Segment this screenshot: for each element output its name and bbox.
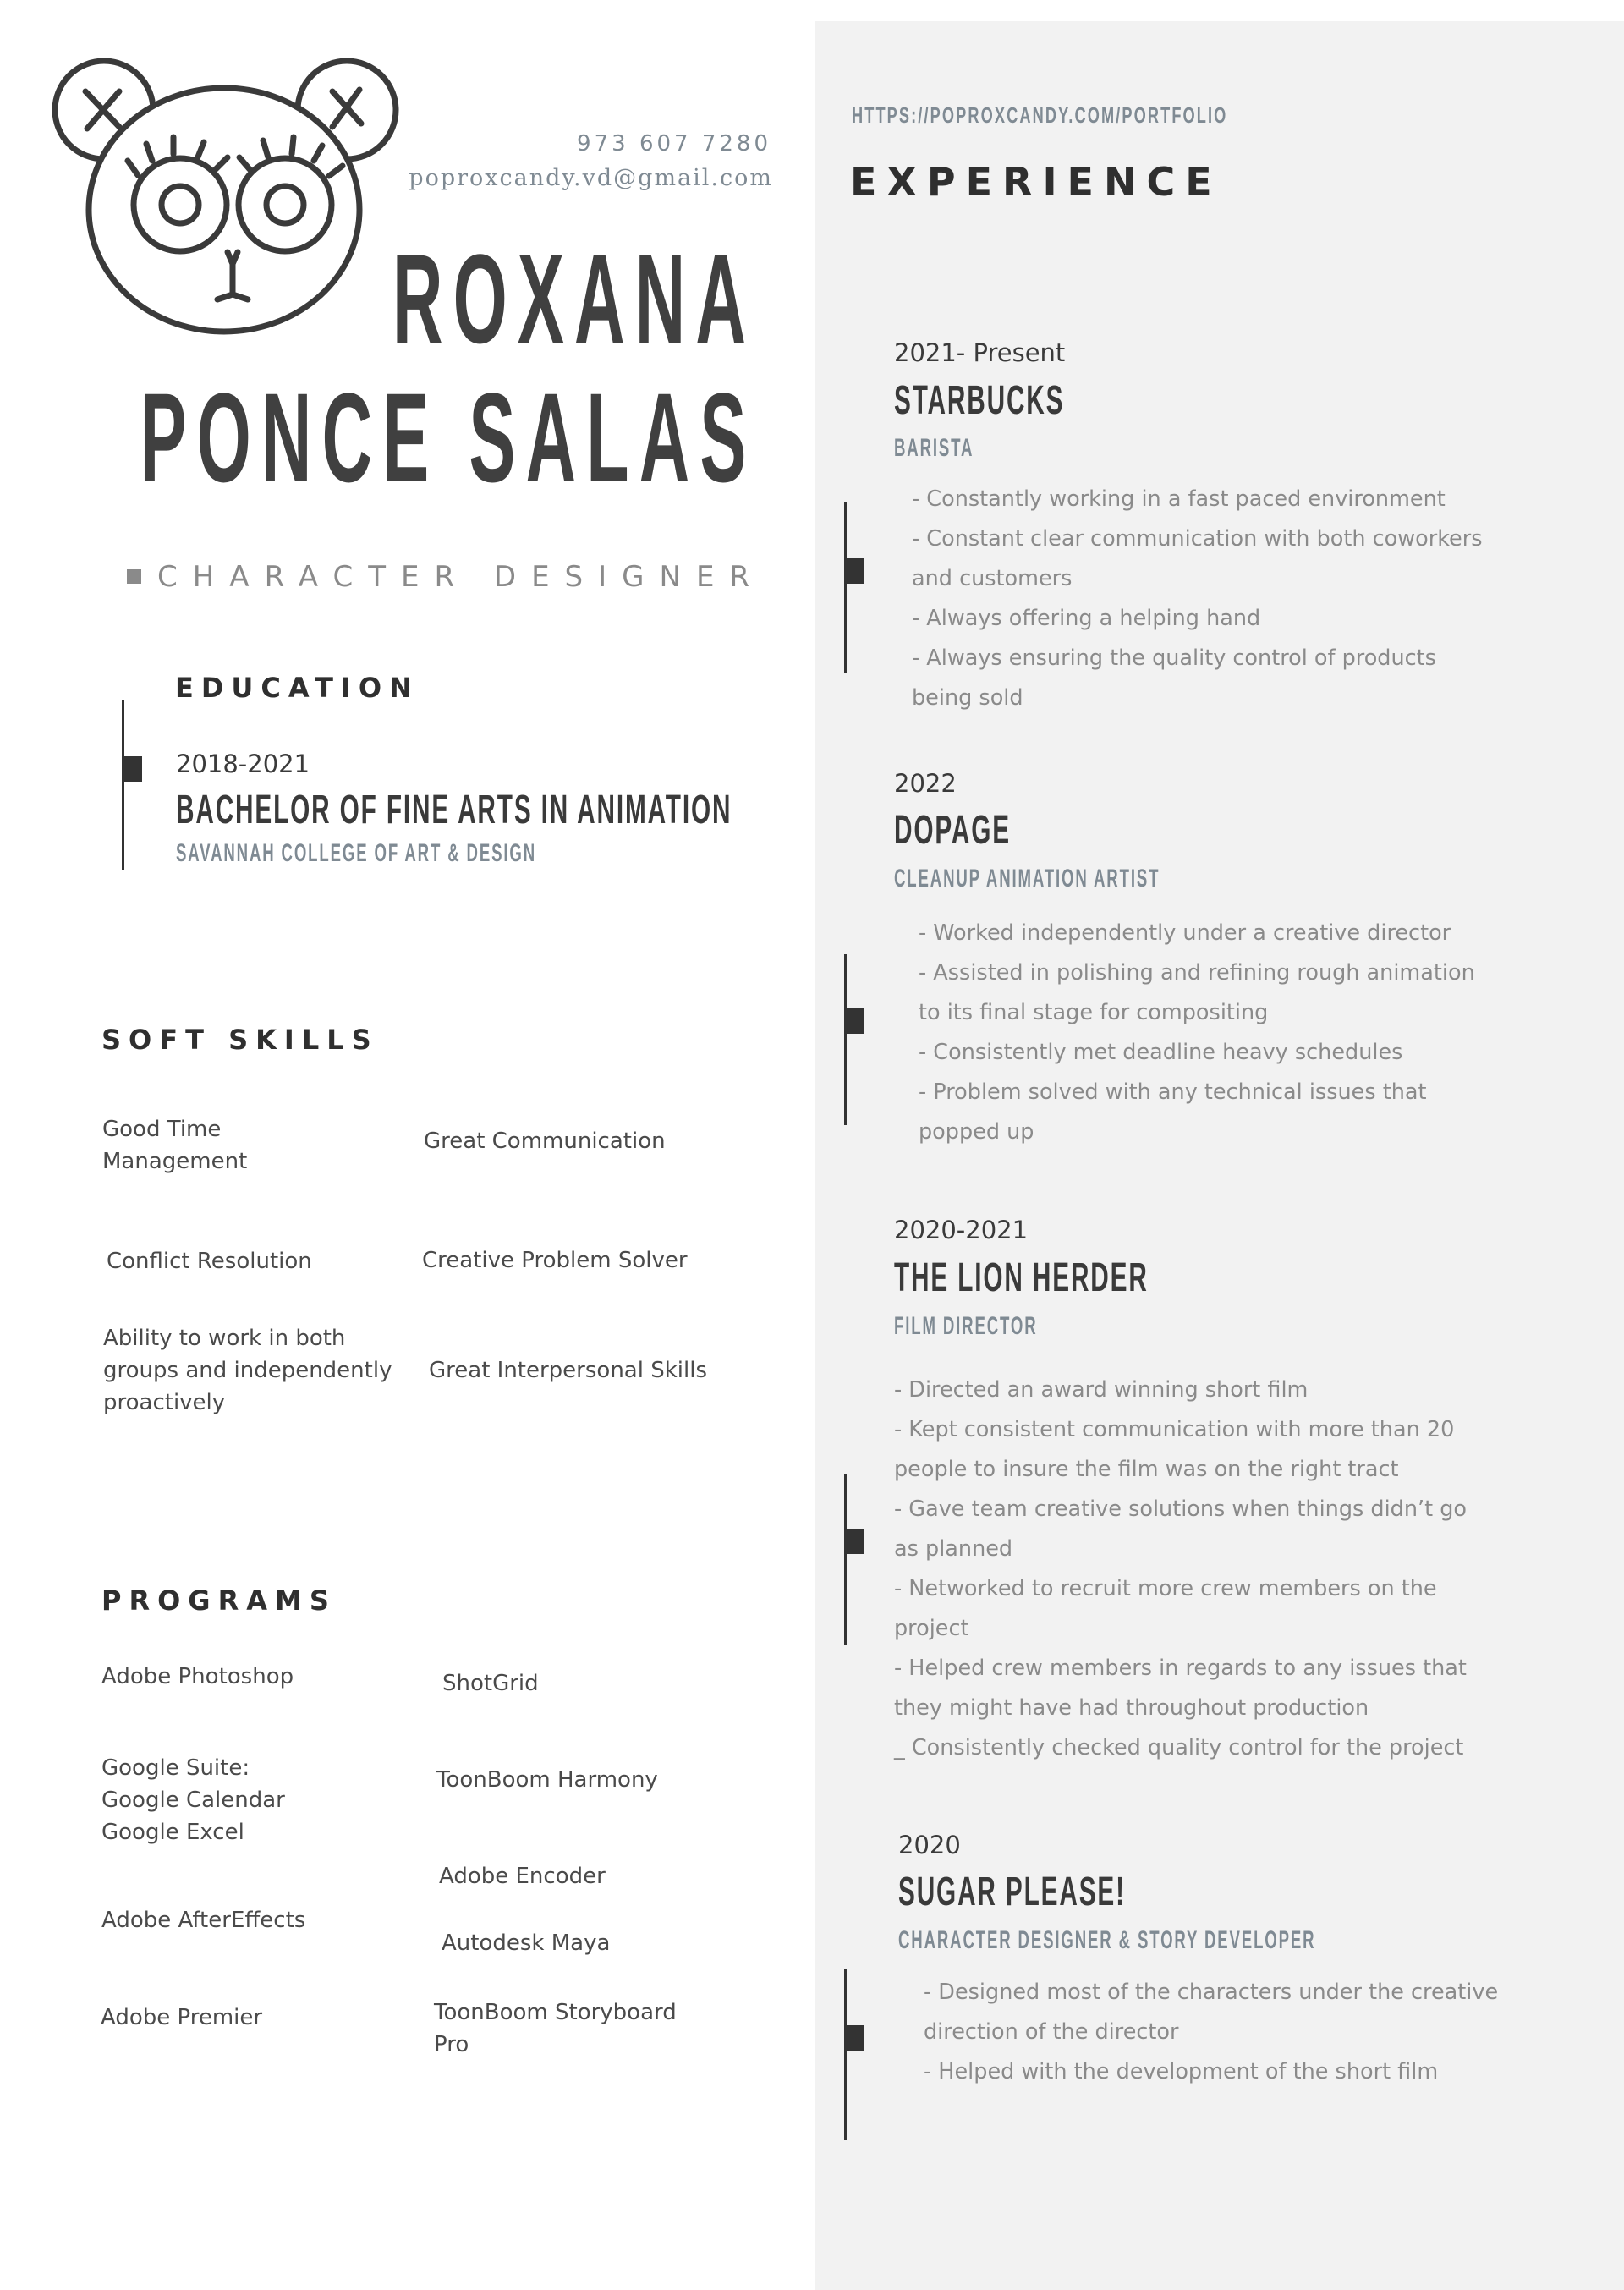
name-line-first: ROXANA xyxy=(392,228,756,370)
job-years: 2020 xyxy=(898,1831,961,1859)
job-years: 2022 xyxy=(894,769,957,798)
job-years: 2021- Present xyxy=(894,338,1066,367)
job-description-line: - Always offering a helping hand xyxy=(912,606,1261,631)
experience-heading: EXPERIENCE xyxy=(850,159,1222,205)
job-company: STARBUCKS xyxy=(894,378,1065,423)
job-timeline-marker xyxy=(846,1529,864,1554)
soft-skill-item: Great Communication xyxy=(424,1129,666,1154)
job-timeline-line xyxy=(844,1969,847,2140)
soft-skill-item: Great Interpersonal Skills xyxy=(429,1358,707,1383)
title-bullet xyxy=(127,569,141,584)
job-timeline-line xyxy=(844,1474,847,1645)
job-description-line: - Gave team creative solutions when things didn’t go xyxy=(894,1496,1468,1522)
job-description-line: - Worked independently under a creative director xyxy=(919,920,1451,946)
job-description xyxy=(924,1973,1498,2092)
job-description xyxy=(912,480,1483,718)
job-description-line: - Helped crew members in regards to any issues that xyxy=(894,1656,1467,1681)
job-role: BARISTA xyxy=(894,434,974,462)
job-role: FILM DIRECTOR xyxy=(894,1312,1038,1340)
email-address[interactable]: poproxcandy.vd@gmail.com xyxy=(409,165,773,191)
job-description xyxy=(894,1370,1467,1768)
job-description-line: - Assisted in polishing and refining rough animation xyxy=(919,960,1475,986)
phone-number[interactable]: 973 607 7280 xyxy=(577,131,771,157)
program-item: Adobe Photoshop xyxy=(102,1664,294,1689)
job-timeline-marker xyxy=(846,1008,864,1034)
job-description-line: - Problem solved with any technical issues that xyxy=(919,1079,1427,1105)
soft-skill-item: Conflict Resolution xyxy=(107,1249,312,1274)
job-years: 2020-2021 xyxy=(894,1216,1029,1244)
job-description-line: and customers xyxy=(912,566,1073,591)
job-description xyxy=(919,914,1475,1152)
program-item: Adobe AfterEffects xyxy=(102,1908,306,1933)
portfolio-url[interactable]: HTTPS://POPROXCANDY.COM/PORTFOLIO xyxy=(852,102,1228,128)
job-description-line: - Networked to recruit more crew members on the xyxy=(894,1576,1437,1601)
job-description-line: being sold xyxy=(912,685,1023,711)
job-timeline-marker xyxy=(846,558,864,584)
job-timeline-line xyxy=(844,502,847,673)
soft-skill-item: Creative Problem Solver xyxy=(422,1248,688,1273)
job-description-line: - Constantly working in a fast paced environment xyxy=(912,486,1446,512)
program-item: ToonBoom Storyboard Pro xyxy=(434,2000,677,2057)
job-description-line: popped up xyxy=(919,1119,1034,1145)
job-description-line: direction of the director xyxy=(924,2019,1179,2045)
job-description-line: - Kept consistent communication with more than 20 xyxy=(894,1417,1455,1442)
job-description-line: - Always ensuring the quality control of products xyxy=(912,645,1436,671)
programs-heading: PROGRAMS xyxy=(102,1584,337,1617)
job-timeline-marker xyxy=(846,2025,864,2051)
job-company: THE LION HERDER xyxy=(894,1255,1149,1300)
program-item: Adobe Encoder xyxy=(439,1864,606,1889)
job-title: CHARACTER DESIGNER xyxy=(157,560,765,594)
job-description-line: _ Consistently checked quality control for the project xyxy=(894,1735,1464,1760)
job-description-line: project xyxy=(894,1616,969,1641)
bear-illustration xyxy=(47,52,406,340)
job-role: CLEANUP ANIMATION ARTIST xyxy=(894,865,1160,892)
education-timeline-marker xyxy=(123,756,142,782)
soft-skill-item: Ability to work in both groups and independently proactively xyxy=(103,1326,392,1415)
soft-skill-item: Good Time Management xyxy=(102,1117,248,1174)
name-line-last: PONCE SALAS xyxy=(139,366,756,508)
job-company: DOPAGE xyxy=(894,808,1011,853)
education-timeline-line xyxy=(122,700,124,870)
job-description-line: - Designed most of the characters under the creative xyxy=(924,1980,1499,2005)
job-timeline-line xyxy=(844,954,847,1125)
job-description-line: - Directed an award winning short film xyxy=(894,1377,1309,1403)
job-role: CHARACTER DESIGNER & STORY DEVELOPER xyxy=(898,1926,1316,1954)
job-description-line: they might have had throughout production xyxy=(894,1695,1369,1721)
program-item: ShotGrid xyxy=(442,1671,539,1696)
job-description-line: - Consistently met deadline heavy schedules xyxy=(919,1040,1403,1065)
program-item: Google Suite: Google Calendar Google Excel xyxy=(102,1755,285,1845)
job-company: SUGAR PLEASE! xyxy=(898,1870,1126,1914)
job-description-line: - Constant clear communication with both coworkers xyxy=(912,526,1483,552)
soft-skills-heading: SOFT SKILLS xyxy=(102,1024,379,1056)
program-item: ToonBoom Harmony xyxy=(436,1767,658,1793)
job-description-line: people to insure the film was on the right tract xyxy=(894,1457,1399,1482)
school: SAVANNAH COLLEGE OF ART & DESIGN xyxy=(176,839,537,867)
job-description-line: as planned xyxy=(894,1536,1013,1562)
education-heading: EDUCATION xyxy=(175,672,420,704)
job-description-line: - Helped with the development of the short film xyxy=(924,2059,1439,2084)
program-item: Adobe Premier xyxy=(101,2005,263,2030)
education-years: 2018-2021 xyxy=(176,750,310,778)
program-item: Autodesk Maya xyxy=(442,1930,611,1956)
job-description-line: to its final stage for compositing xyxy=(919,1000,1269,1025)
degree: BACHELOR OF FINE ARTS IN ANIMATION xyxy=(176,788,732,832)
